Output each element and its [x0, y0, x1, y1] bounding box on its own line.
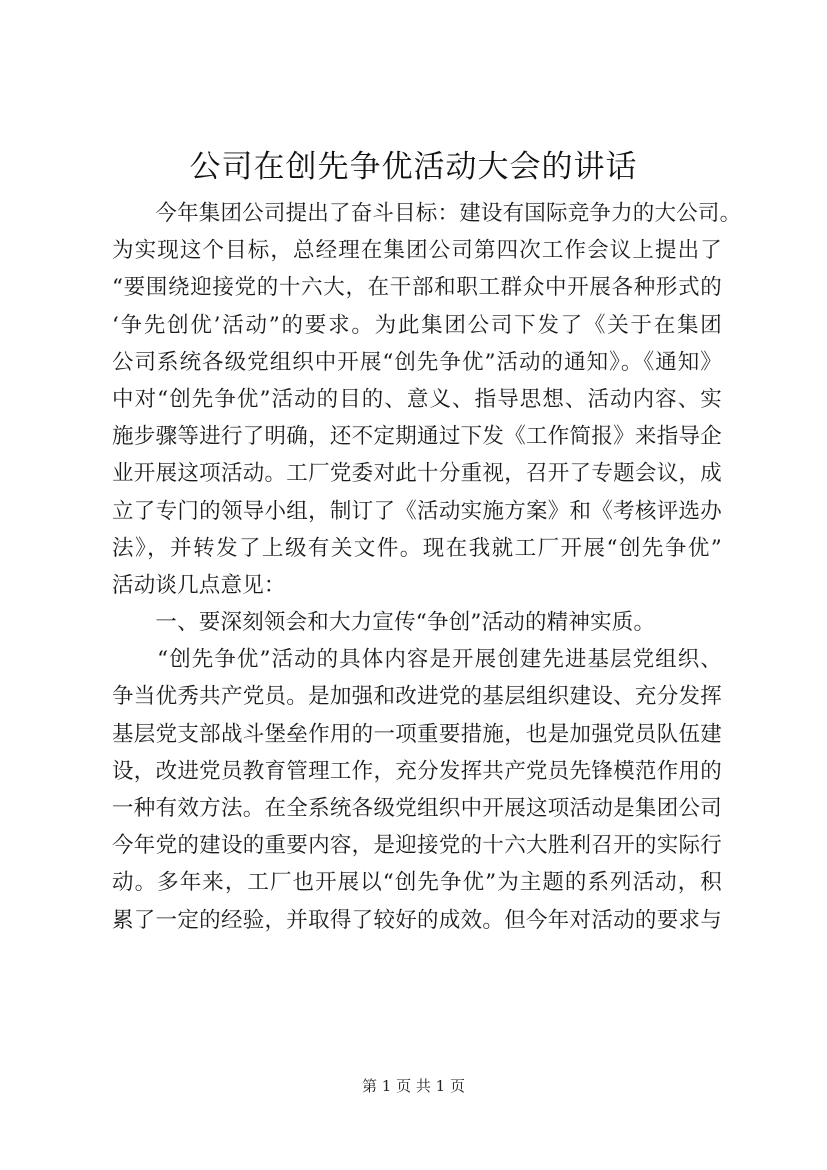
body-line: 动。多年来，工厂也开展以“创先争优”为主题的系列活动，积 — [112, 870, 722, 896]
document-title: 公司在创先争优活动大会的讲话 — [189, 149, 638, 185]
body-line: 立了专门的领导小组，制订了《活动实施方案》和《考核评选办 — [112, 498, 722, 524]
body-line: 今年集团公司提出了奋斗目标：建设有国际竞争力的大公司。 — [112, 201, 742, 226]
body-line: 设，改进党员教育管理工作，充分发挥共产党员先锋模范作用的 — [112, 758, 722, 784]
body-line: 争当优秀共产党员。是加强和改进党的基层组织建设、充分发挥 — [112, 684, 722, 710]
body-line: 今年党的建设的重要内容，是迎接党的十六大胜利召开的实际行 — [112, 833, 722, 859]
document-body — [112, 195, 742, 939]
body-line: 一种有效方法。在全系统各级党组织中开展这项活动是集团公司 — [112, 796, 722, 821]
body-line: 累了一定的经验，并取得了较好的成效。但今年对活动的要求与 — [112, 907, 722, 933]
body-line: 法》，并转发了上级有关文件。现在我就工厂开展“创先争优” — [112, 535, 722, 561]
body-line: 业开展这项活动。工厂党委对此十分重视，召开了专题会议，成 — [112, 461, 722, 487]
body-line: 基层党支部战斗堡垒作用的一项重要措施，也是加强党员队伍建 — [112, 721, 722, 747]
body-line: “要围绕迎接党的十六大，在干部和职工群众中开展各种形式的 — [112, 275, 722, 301]
body-line: 为实现这个目标，总经理在集团公司第四次工作会议上提出了 — [112, 238, 722, 264]
section-heading: 一、要深刻领会和大力宣传“争创”活动的精神实质。 — [112, 610, 656, 636]
body-line: 施步骤等进行了明确，还不定期通过下发《工作简报》来指导企 — [112, 424, 722, 450]
body-line: 中对“创先争优”活动的目的、意义、指导思想、活动内容、实 — [112, 386, 722, 412]
body-line: 活动谈几点意见： — [112, 572, 286, 598]
body-line: “创先争优”活动的具体内容是开展创建先进基层党组织、 — [112, 647, 722, 673]
body-line: 公司系统各级党组织中开展“创先争优”活动的通知》。《通知》 — [112, 349, 722, 375]
page-footer: 第 1 页 共 1 页 — [362, 1077, 465, 1095]
body-line: ‘争先创优’活动”的要求。为此集团公司下发了《关于在集团 — [112, 312, 722, 338]
